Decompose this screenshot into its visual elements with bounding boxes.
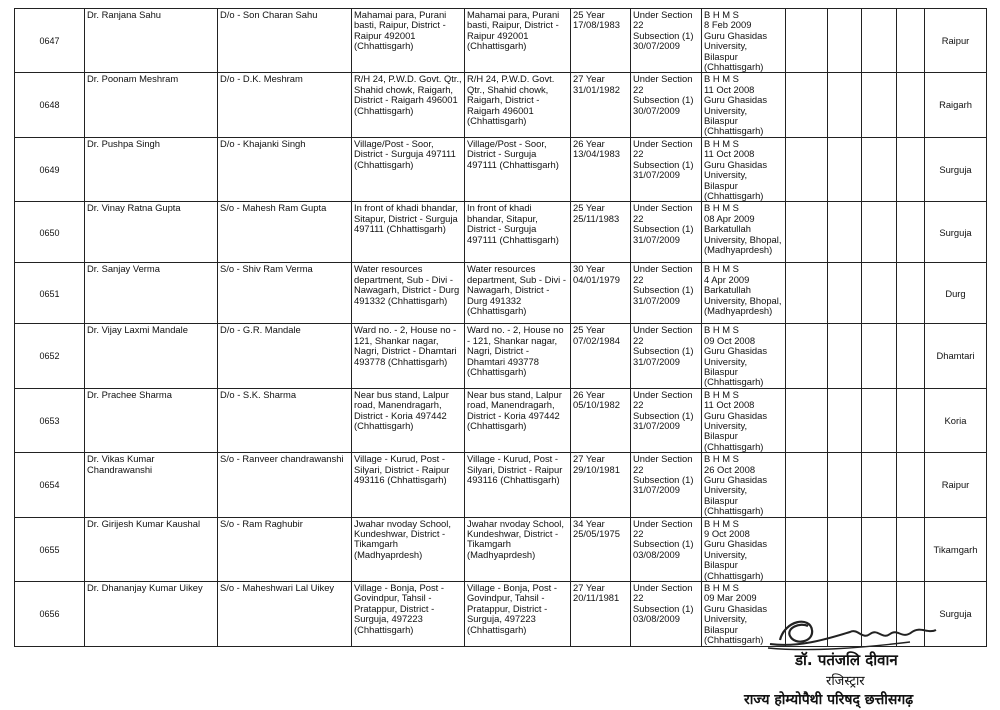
correspondence-address-cell: Near bus stand, Lalpur road, Manendragarh, District - Koria 497442 (Chhattisgarh)	[465, 388, 571, 452]
permanent-address-cell: Water resources department, Sub - Divi - Nawagarh, District - Durg 491332 (Chhattisgarh)	[352, 263, 465, 324]
serial-number-cell: 0648	[15, 73, 85, 137]
district-cell: Surguja	[925, 582, 987, 646]
signatory-name: डॉ. पतंजलि दीवान	[795, 651, 898, 669]
empty-cell	[786, 73, 828, 137]
permanent-address-cell: Village/Post - Soor, District - Surguja 497111 (Chhattisgarh)	[352, 137, 465, 201]
registration-section-cell: Under Section 22 Subsection (1) 30/07/2009	[631, 9, 702, 73]
empty-cell	[862, 73, 897, 137]
empty-cell	[897, 9, 925, 73]
registration-section-cell: Under Section 22 Subsection (1) 03/08/2009	[631, 582, 702, 646]
empty-cell	[897, 73, 925, 137]
correspondence-address-cell: Village - Bonja, Post - Govindpur, Tahsil - Pratappur, District - Surguja, 497223 (Chhattisgarh)	[465, 582, 571, 646]
permanent-address-cell: R/H 24, P.W.D. Govt. Qtr., Shahid chowk, Raigarh, District - Raigarh 496001 (Chhattisgarh)	[352, 73, 465, 137]
empty-cell	[828, 263, 862, 324]
serial-number-cell: 0652	[15, 324, 85, 388]
table-row	[15, 202, 987, 263]
parent-name-cell: S/o - Ranveer chandrawanshi	[218, 453, 352, 517]
empty-cell	[786, 202, 828, 263]
correspondence-address-cell: R/H 24, P.W.D. Govt. Qtr., Shahid chowk, Raigarh, District - Raigarh 496001 (Chhattisgarh)	[465, 73, 571, 137]
registry-table	[14, 8, 987, 647]
empty-cell	[862, 202, 897, 263]
empty-cell	[786, 9, 828, 73]
practitioner-name-cell: Dr. Vinay Ratna Gupta	[85, 202, 218, 263]
district-cell: Dhamtari	[925, 324, 987, 388]
empty-cell	[786, 137, 828, 201]
signatory-organization: राज्य होम्योपैथी परिषद् छत्तीसगढ़	[744, 692, 914, 708]
practitioner-name-cell: Dr. Poonam Meshram	[85, 73, 218, 137]
table-row	[15, 324, 987, 388]
district-cell: Raipur	[925, 9, 987, 73]
parent-name-cell: S/o - Maheshwari Lal Uikey	[218, 582, 352, 646]
qualification-cell: B H M S 8 Feb 2009 Guru Ghasidas University, Bilaspur (Chhattisgarh)	[702, 9, 786, 73]
registration-section-cell: Under Section 22 Subsection (1) 31/07/2009	[631, 324, 702, 388]
serial-number-cell: 0649	[15, 137, 85, 201]
empty-cell	[828, 517, 862, 581]
parent-name-cell: D/o - G.R. Mandale	[218, 324, 352, 388]
correspondence-address-cell: Village - Kurud, Post - Silyari, District - Raipur 493116 (Chhattisgarh)	[465, 453, 571, 517]
empty-cell	[828, 9, 862, 73]
qualification-cell: B H M S 9 Oct 2008 Guru Ghasidas University, Bilaspur (Chhattisgarh)	[702, 517, 786, 581]
signatory-title: रजिस्ट्रार	[826, 674, 865, 689]
age-dob-cell: 34 Year 25/05/1975	[571, 517, 631, 581]
permanent-address-cell: Ward no. - 2, House no - 121, Shankar nagar, Nagri, District - Dhamtari 493778 (Chhattisgarh)	[352, 324, 465, 388]
empty-cell	[897, 388, 925, 452]
practitioner-name-cell: Dr. Dhananjay Kumar Uikey	[85, 582, 218, 646]
empty-cell	[862, 263, 897, 324]
correspondence-address-cell: Jwahar nvoday School, Kundeshwar, District - Tikamgarh (Madhyaprdesh)	[465, 517, 571, 581]
qualification-cell: B H M S 26 Oct 2008 Guru Ghasidas University, Bilaspur (Chhattisgarh)	[702, 453, 786, 517]
registration-section-cell: Under Section 22 Subsection (1) 30/07/2009	[631, 73, 702, 137]
parent-name-cell: D/o - Khajanki Singh	[218, 137, 352, 201]
empty-cell	[828, 73, 862, 137]
empty-cell	[897, 324, 925, 388]
serial-number-cell: 0653	[15, 388, 85, 452]
empty-cell	[862, 137, 897, 201]
empty-cell	[897, 453, 925, 517]
qualification-cell: B H M S 4 Apr 2009 Barkatullah University, Bhopal, (Madhyaprdesh)	[702, 263, 786, 324]
correspondence-address-cell: In front of khadi bhandar, Sitapur, District - Surguja 497111 (Chhattisgarh)	[465, 202, 571, 263]
registration-section-cell: Under Section 22 Subsection (1) 31/07/2009	[631, 453, 702, 517]
empty-cell	[897, 263, 925, 324]
empty-cell	[828, 453, 862, 517]
empty-cell	[786, 517, 828, 581]
permanent-address-cell: Mahamai para, Purani basti, Raipur, District - Raipur 492001 (Chhattisgarh)	[352, 9, 465, 73]
parent-name-cell: D/o - D.K. Meshram	[218, 73, 352, 137]
qualification-cell: B H M S 08 Apr 2009 Barkatullah University, Bhopal, (Madhyaprdesh)	[702, 202, 786, 263]
table-row	[15, 453, 987, 517]
serial-number-cell: 0651	[15, 263, 85, 324]
table-row	[15, 263, 987, 324]
age-dob-cell: 26 Year 13/04/1983	[571, 137, 631, 201]
empty-cell	[862, 324, 897, 388]
table-row	[15, 137, 987, 201]
serial-number-cell: 0647	[15, 9, 85, 73]
empty-cell	[786, 453, 828, 517]
empty-cell	[897, 517, 925, 581]
table-row	[15, 73, 987, 137]
age-dob-cell: 25 Year 25/11/1983	[571, 202, 631, 263]
correspondence-address-cell: Water resources department, Sub - Divi - Nawagarh, District - Durg 491332 (Chhattisgarh)	[465, 263, 571, 324]
serial-number-cell: 0654	[15, 453, 85, 517]
qualification-cell: B H M S 11 Oct 2008 Guru Ghasidas University, Bilaspur (Chhattisgarh)	[702, 73, 786, 137]
empty-cell	[786, 388, 828, 452]
table-row	[15, 9, 987, 73]
district-cell: Raipur	[925, 453, 987, 517]
permanent-address-cell: Jwahar nvoday School, Kundeshwar, District - Tikamgarh (Madhyaprdesh)	[352, 517, 465, 581]
practitioner-name-cell: Dr. Vijay Laxmi Mandale	[85, 324, 218, 388]
practitioner-name-cell: Dr. Ranjana Sahu	[85, 9, 218, 73]
practitioner-name-cell: Dr. Girijesh Kumar Kaushal	[85, 517, 218, 581]
serial-number-cell: 0655	[15, 517, 85, 581]
parent-name-cell: S/o - Ram Raghubir	[218, 517, 352, 581]
parent-name-cell: S/o - Mahesh Ram Gupta	[218, 202, 352, 263]
empty-cell	[828, 202, 862, 263]
correspondence-address-cell: Ward no. - 2, House no - 121, Shankar nagar, Nagri, District - Dhamtari 493778 (Chhattisgarh)	[465, 324, 571, 388]
parent-name-cell: S/o - Shiv Ram Verma	[218, 263, 352, 324]
registration-section-cell: Under Section 22 Subsection (1) 31/07/2009	[631, 263, 702, 324]
correspondence-address-cell: Mahamai para, Purani basti, Raipur, District - Raipur 492001 (Chhattisgarh)	[465, 9, 571, 73]
parent-name-cell: D/o - Son Charan Sahu	[218, 9, 352, 73]
empty-cell	[828, 324, 862, 388]
age-dob-cell: 26 Year 05/10/1982	[571, 388, 631, 452]
age-dob-cell: 27 Year 29/10/1981	[571, 453, 631, 517]
registration-section-cell: Under Section 22 Subsection (1) 31/07/2009	[631, 388, 702, 452]
age-dob-cell: 27 Year 20/11/1981	[571, 582, 631, 646]
age-dob-cell: 30 Year 04/01/1979	[571, 263, 631, 324]
correspondence-address-cell: Village/Post - Soor, District - Surguja 497111 (Chhattisgarh)	[465, 137, 571, 201]
age-dob-cell: 25 Year 17/08/1983	[571, 9, 631, 73]
empty-cell	[828, 388, 862, 452]
empty-cell	[786, 324, 828, 388]
empty-cell	[862, 453, 897, 517]
table-row	[15, 388, 987, 452]
registration-section-cell: Under Section 22 Subsection (1) 31/07/2009	[631, 137, 702, 201]
district-cell: Surguja	[925, 202, 987, 263]
serial-number-cell: 0656	[15, 582, 85, 646]
practitioner-name-cell: Dr. Sanjay Verma	[85, 263, 218, 324]
permanent-address-cell: Village - Bonja, Post - Govindpur, Tahsil - Pratappur, District - Surguja, 497223 (Chhattisgarh)	[352, 582, 465, 646]
empty-cell	[862, 9, 897, 73]
district-cell: Durg	[925, 263, 987, 324]
qualification-cell: B H M S 11 Oct 2008 Guru Ghasidas University, Bilaspur (Chhattisgarh)	[702, 137, 786, 201]
registration-section-cell: Under Section 22 Subsection (1) 31/07/2009	[631, 202, 702, 263]
empty-cell	[897, 137, 925, 201]
age-dob-cell: 25 Year 07/02/1984	[571, 324, 631, 388]
empty-cell	[828, 137, 862, 201]
district-cell: Raigarh	[925, 73, 987, 137]
practitioner-name-cell: Dr. Vikas Kumar Chandrawanshi	[85, 453, 218, 517]
qualification-cell: B H M S 09 Mar 2009 Guru Ghasidas University, Bilaspur (Chhattisgarh)	[702, 582, 786, 646]
empty-cell	[862, 388, 897, 452]
district-cell: Tikamgarh	[925, 517, 987, 581]
serial-number-cell: 0650	[15, 202, 85, 263]
permanent-address-cell: Near bus stand, Lalpur road, Manendragarh, District - Koria 497442 (Chhattisgarh)	[352, 388, 465, 452]
district-cell: Surguja	[925, 137, 987, 201]
empty-cell	[862, 517, 897, 581]
table-row	[15, 517, 987, 581]
empty-cell	[897, 202, 925, 263]
practitioner-name-cell: Dr. Pushpa Singh	[85, 137, 218, 201]
practitioner-name-cell: Dr. Prachee Sharma	[85, 388, 218, 452]
district-cell: Koria	[925, 388, 987, 452]
registration-section-cell: Under Section 22 Subsection (1) 03/08/2009	[631, 517, 702, 581]
age-dob-cell: 27 Year 31/01/1982	[571, 73, 631, 137]
permanent-address-cell: In front of khadi bhandar, Sitapur, District - Surguja 497111 (Chhattisgarh)	[352, 202, 465, 263]
parent-name-cell: D/o - S.K. Sharma	[218, 388, 352, 452]
empty-cell	[786, 263, 828, 324]
qualification-cell: B H M S 11 Oct 2008 Guru Ghasidas University, Bilaspur (Chhattisgarh)	[702, 388, 786, 452]
permanent-address-cell: Village - Kurud, Post - Silyari, District - Raipur 493116 (Chhattisgarh)	[352, 453, 465, 517]
qualification-cell: B H M S 09 Oct 2008 Guru Ghasidas University, Bilaspur (Chhattisgarh)	[702, 324, 786, 388]
